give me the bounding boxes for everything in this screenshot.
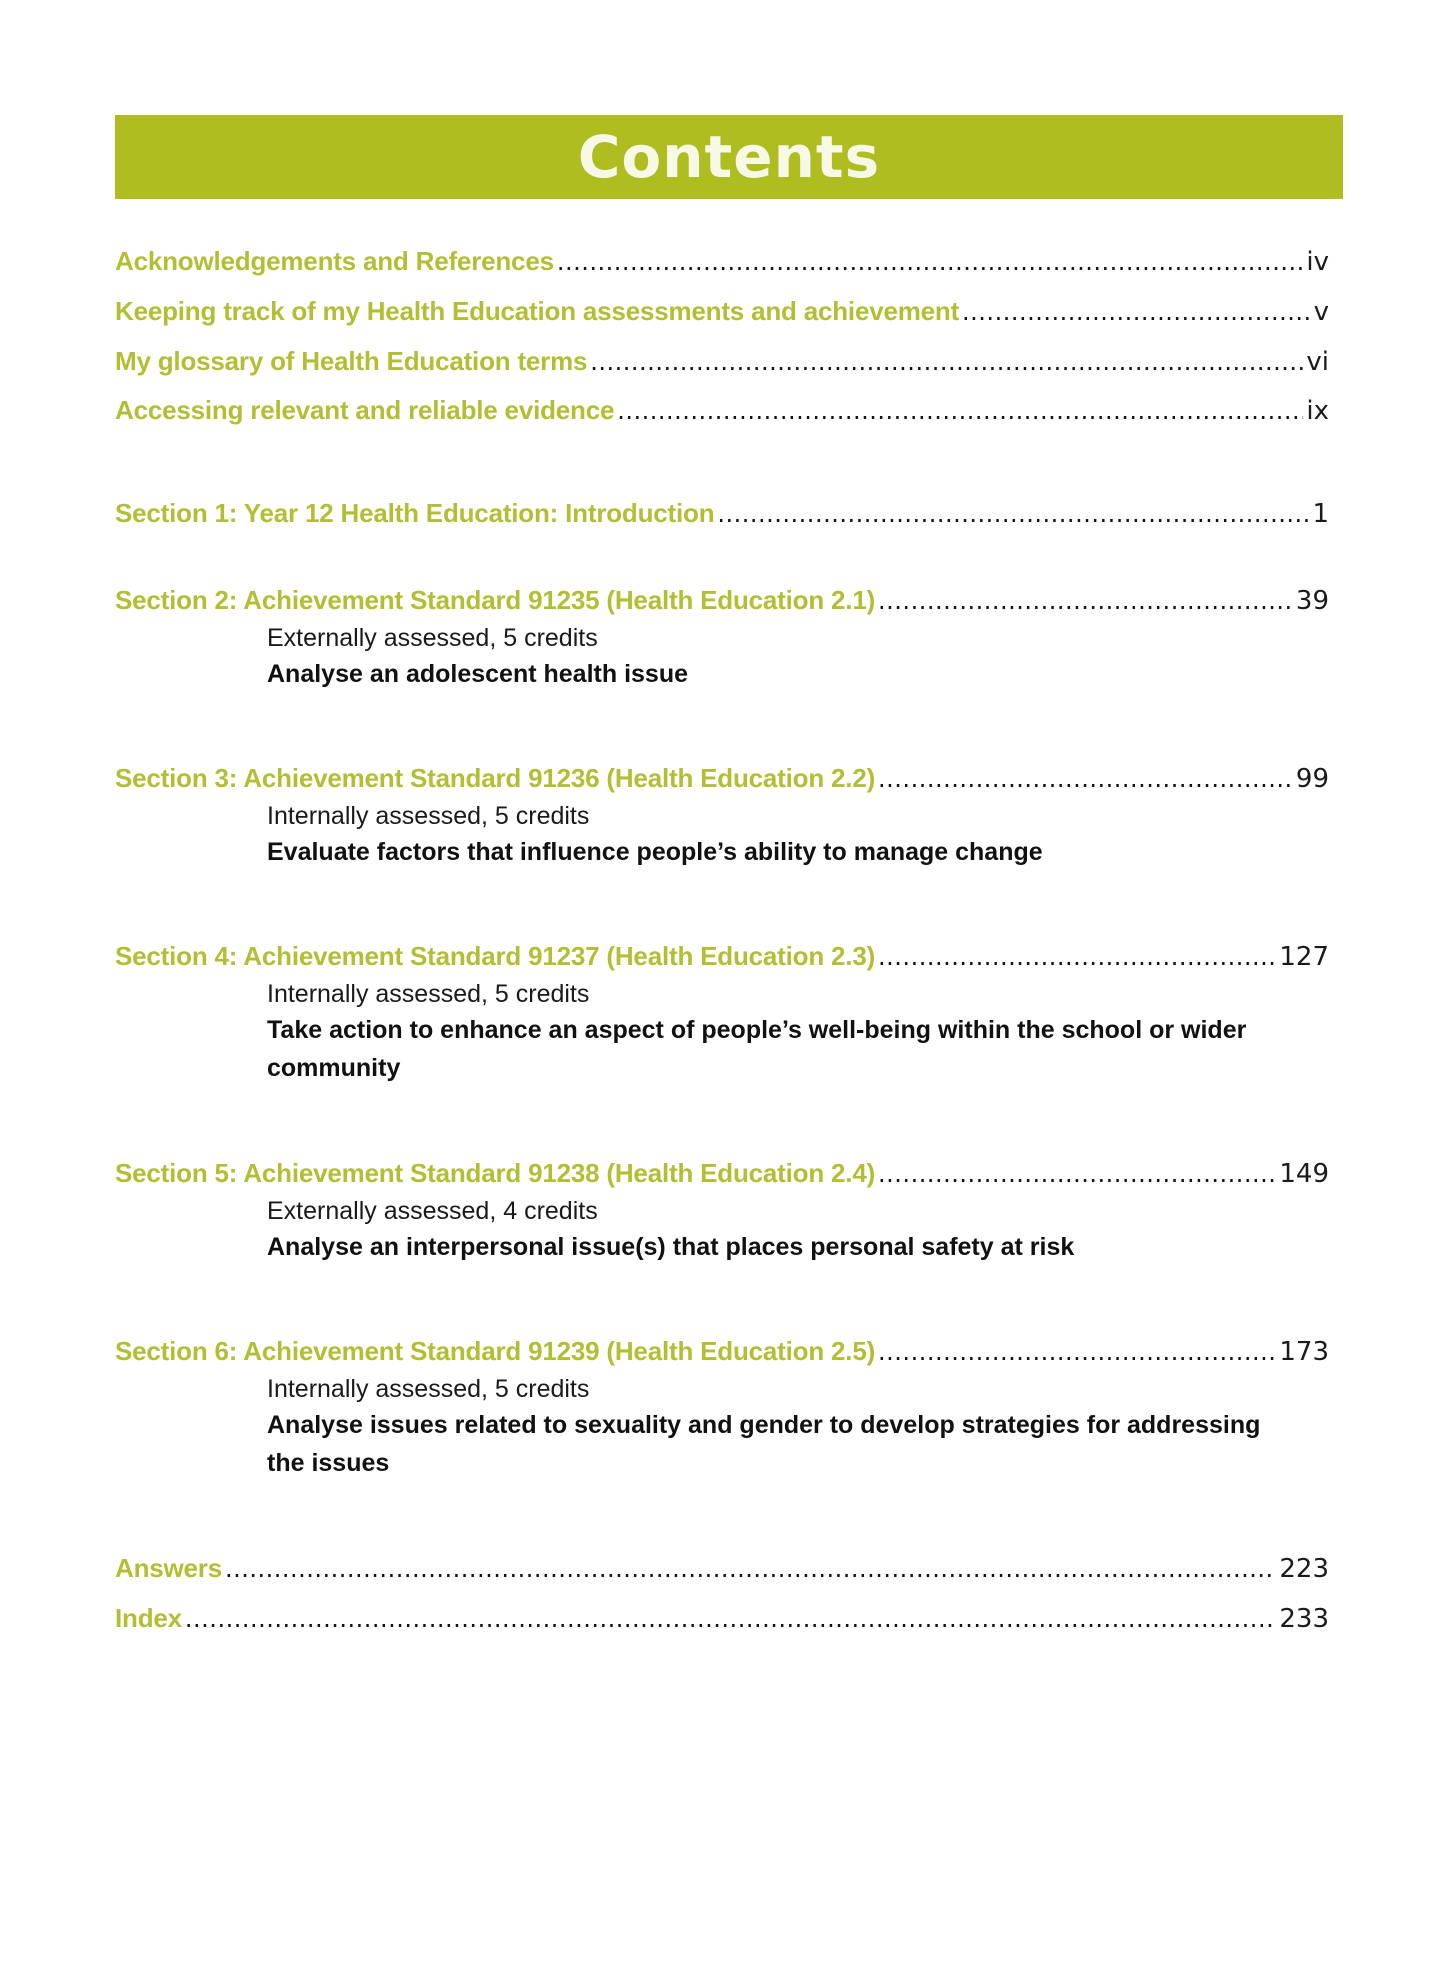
toc-entry-label: Section 3: Achievement Standard 91236 (Health Education 2.2) (115, 763, 876, 793)
toc-entry-section-2[interactable] (115, 582, 1329, 619)
toc-entry-section-3[interactable] (115, 760, 1329, 797)
toc-leader-dots (717, 496, 1309, 532)
section-6-credits: Internally assessed, 5 credits (267, 1375, 590, 1403)
toc-leader-dots (878, 939, 1276, 975)
toc-entry-label: Keeping track of my Health Education assessments and achievement (115, 296, 960, 326)
toc-entry-page: iv (1306, 247, 1329, 277)
toc-entry-label: Section 2: Achievement Standard 91235 (Health Education 2.1) (115, 585, 876, 615)
toc-entry-page: 223 (1279, 1554, 1329, 1584)
toc-leader-dots (962, 294, 1311, 330)
toc-entry-page: 173 (1279, 1337, 1329, 1367)
toc-entry-label: My glossary of Health Education terms (115, 346, 588, 376)
toc-leader-dots (185, 1601, 1276, 1637)
toc-entry-evidence[interactable] (115, 392, 1329, 429)
section-2-credits: Externally assessed, 5 credits (267, 624, 598, 652)
toc-entry-label: Section 1: Year 12 Health Education: Introduction (115, 498, 715, 528)
toc-entry-section-4[interactable] (115, 938, 1329, 975)
toc-entry-label: Answers (115, 1553, 222, 1583)
toc-entry-acknowledgements[interactable] (115, 243, 1329, 280)
toc-leader-dots (878, 1334, 1276, 1370)
section-5-standard: Analyse an interpersonal issue(s) that places personal safety at risk (267, 1233, 1075, 1261)
toc-entry-page: vi (1306, 347, 1329, 377)
toc-entry-section-5[interactable] (115, 1155, 1329, 1192)
contents-banner (115, 115, 1343, 199)
toc-entry-label: Section 4: Achievement Standard 91237 (Health Education 2.3) (115, 941, 876, 971)
toc-entry-page: ix (1306, 396, 1329, 426)
toc-leader-dots (878, 761, 1293, 797)
section-3-credits: Internally assessed, 5 credits (267, 802, 590, 830)
toc-entry-page: v (1313, 297, 1329, 327)
toc-entry-label: Acknowledgements and References (115, 246, 554, 276)
section-3-standard: Evaluate factors that influence people’s ability to manage change (267, 838, 1043, 866)
toc-entry-label: Section 5: Achievement Standard 91238 (Health Education 2.4) (115, 1158, 876, 1188)
section-4-credits: Internally assessed, 5 credits (267, 980, 590, 1008)
section-5-credits: Externally assessed, 4 credits (267, 1197, 598, 1225)
section-2-standard: Analyse an adolescent health issue (267, 660, 688, 688)
toc-entry-label: Index (115, 1603, 182, 1633)
toc-entry-glossary[interactable] (115, 343, 1329, 380)
toc-entry-page: 127 (1279, 942, 1329, 972)
page-title: Contents (577, 123, 881, 191)
toc-entry-keeping-track[interactable] (115, 293, 1329, 330)
toc-leader-dots (878, 583, 1293, 619)
toc-leader-dots (590, 344, 1303, 380)
toc-entry-section-1[interactable] (115, 495, 1329, 532)
toc-entry-page: 39 (1295, 586, 1329, 616)
toc-leader-dots (225, 1551, 1276, 1587)
toc-entry-page: 1 (1312, 499, 1329, 529)
toc-entry-index[interactable] (115, 1600, 1329, 1637)
section-6-standard: Analyse issues related to sexuality and gender to develop strategies for addressing the issues (267, 1411, 1261, 1477)
toc-entry-page: 99 (1295, 764, 1329, 794)
toc-leader-dots (878, 1156, 1276, 1192)
toc-entry-page: 149 (1279, 1159, 1329, 1189)
toc-entry-label: Section 6: Achievement Standard 91239 (Health Education 2.5) (115, 1336, 876, 1366)
toc-entry-label: Accessing relevant and reliable evidence (115, 395, 615, 425)
toc-entry-page: 233 (1279, 1604, 1329, 1634)
section-4-standard: Take action to enhance an aspect of people’s well-being within the school or wider community (267, 1016, 1247, 1082)
toc-leader-dots (617, 393, 1303, 429)
toc-leader-dots (557, 244, 1304, 280)
toc-entry-section-6[interactable] (115, 1333, 1329, 1370)
toc-entry-answers[interactable] (115, 1550, 1329, 1587)
